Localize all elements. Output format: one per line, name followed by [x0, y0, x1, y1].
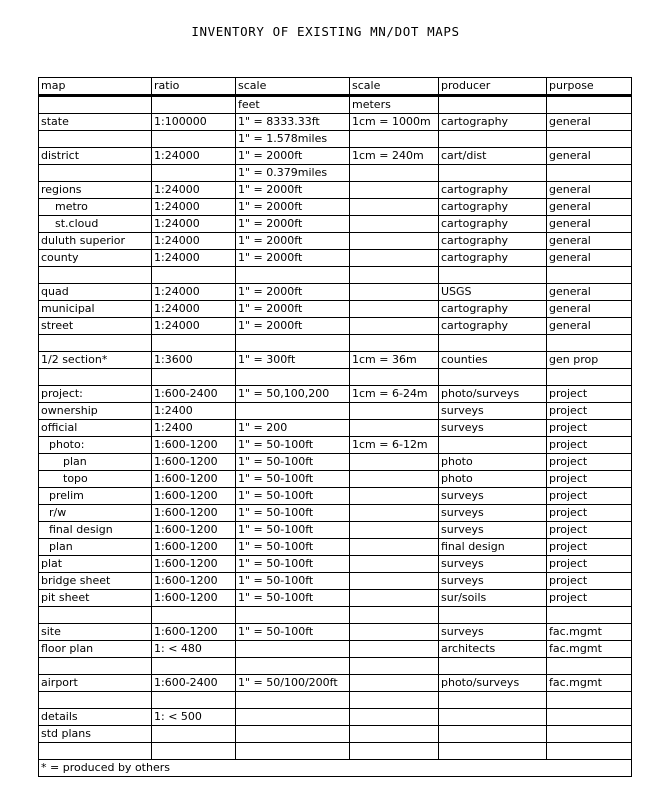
- cell-purpose: [547, 607, 632, 624]
- cell-producer: [439, 658, 547, 675]
- cell-producer: surveys: [439, 488, 547, 505]
- table-row: [39, 301, 632, 318]
- cell-ratio: 1:600-1200: [152, 624, 236, 641]
- table-row: [39, 182, 632, 199]
- cell-producer: surveys: [439, 420, 547, 437]
- cell-producer: [439, 692, 547, 709]
- cell-scale-meters: 1cm = 240m: [350, 148, 439, 165]
- table-row-blank: [39, 692, 632, 709]
- cell-scale-meters: [350, 454, 439, 471]
- cell-purpose: general: [547, 199, 632, 216]
- footnote-row: [39, 760, 632, 777]
- cell-scale-meters: [350, 199, 439, 216]
- table-row: [39, 590, 632, 607]
- column-header-ratio: ratio: [152, 78, 236, 96]
- cell-producer: cartography: [439, 233, 547, 250]
- cell-ratio: [152, 743, 236, 760]
- cell-scale-meters: [350, 471, 439, 488]
- cell-ratio: 1:600-2400: [152, 675, 236, 692]
- cell-map: quad: [39, 284, 152, 301]
- cell-purpose: fac.mgmt: [547, 675, 632, 692]
- cell-producer: cartography: [439, 199, 547, 216]
- cell-ratio: 1:24000: [152, 199, 236, 216]
- table-row: [39, 352, 632, 369]
- cell-purpose: project: [547, 454, 632, 471]
- cell-map: county: [39, 250, 152, 267]
- table-row: [39, 233, 632, 250]
- cell-map: final design: [39, 522, 152, 539]
- cell-scale-meters: [350, 250, 439, 267]
- table-row: [39, 726, 632, 743]
- cell-map: duluth superior: [39, 233, 152, 250]
- cell-scale-meters: [350, 420, 439, 437]
- cell-map: [39, 743, 152, 760]
- cell-purpose: project: [547, 556, 632, 573]
- table-row: [39, 624, 632, 641]
- cell-ratio: 1:24000: [152, 284, 236, 301]
- table-row-blank: [39, 267, 632, 284]
- cell-scale-feet: 1" = 2000ft: [236, 182, 350, 199]
- table-row: [39, 131, 632, 148]
- cell-scale-feet: [236, 709, 350, 726]
- table-row: [39, 505, 632, 522]
- cell-ratio: 1:24000: [152, 182, 236, 199]
- cell-map: street: [39, 318, 152, 335]
- cell-ratio: 1:600-1200: [152, 539, 236, 556]
- cell-scale-meters: [350, 284, 439, 301]
- cell-producer: surveys: [439, 505, 547, 522]
- cell-map: plan: [39, 539, 152, 556]
- table-row: [39, 165, 632, 182]
- cell-scale-meters: [350, 573, 439, 590]
- cell-producer: [439, 743, 547, 760]
- cell-scale-feet: 1" = 50-100ft: [236, 522, 350, 539]
- cell-map: r/w: [39, 505, 152, 522]
- table-row: [39, 539, 632, 556]
- cell-producer: final design: [439, 539, 547, 556]
- cell-ratio: [152, 165, 236, 182]
- cell-map: plan: [39, 454, 152, 471]
- cell-scale-feet: 1" = 50/100/200ft: [236, 675, 350, 692]
- cell-scale-meters: [350, 488, 439, 505]
- table-body: [39, 96, 632, 760]
- cell-scale-meters: [350, 709, 439, 726]
- cell-map: topo: [39, 471, 152, 488]
- table-row: [39, 675, 632, 692]
- table-row: [39, 403, 632, 420]
- cell-map: 1/2 section*: [39, 352, 152, 369]
- cell-scale-feet: feet: [236, 96, 350, 114]
- cell-map: floor plan: [39, 641, 152, 658]
- cell-ratio: 1:24000: [152, 250, 236, 267]
- cell-scale-feet: 1" = 2000ft: [236, 318, 350, 335]
- cell-ratio: 1:3600: [152, 352, 236, 369]
- cell-scale-feet: 1" = 2000ft: [236, 301, 350, 318]
- column-header-map: map: [39, 78, 152, 96]
- cell-ratio: [152, 267, 236, 284]
- cell-scale-feet: 1" = 50-100ft: [236, 573, 350, 590]
- cell-scale-meters: [350, 369, 439, 386]
- cell-producer: [439, 726, 547, 743]
- cell-scale-feet: 1" = 50-100ft: [236, 505, 350, 522]
- cell-scale-feet: 1" = 2000ft: [236, 199, 350, 216]
- cell-purpose: general: [547, 148, 632, 165]
- cell-purpose: gen prop: [547, 352, 632, 369]
- cell-producer: surveys: [439, 522, 547, 539]
- cell-ratio: [152, 131, 236, 148]
- cell-purpose: project: [547, 488, 632, 505]
- cell-map: [39, 131, 152, 148]
- cell-producer: USGS: [439, 284, 547, 301]
- cell-ratio: 1:600-2400: [152, 386, 236, 403]
- column-header-scale-meters: scale: [350, 78, 439, 96]
- cell-ratio: 1:24000: [152, 216, 236, 233]
- cell-scale-feet: 1" = 2000ft: [236, 148, 350, 165]
- cell-scale-feet: 1" = 50-100ft: [236, 556, 350, 573]
- cell-purpose: project: [547, 471, 632, 488]
- cell-map: std plans: [39, 726, 152, 743]
- cell-scale-feet: 1" = 50-100ft: [236, 590, 350, 607]
- cell-map: [39, 165, 152, 182]
- cell-map: airport: [39, 675, 152, 692]
- cell-scale-meters: [350, 233, 439, 250]
- cell-ratio: 1:24000: [152, 148, 236, 165]
- cell-purpose: [547, 743, 632, 760]
- cell-producer: [439, 165, 547, 182]
- cell-ratio: [152, 607, 236, 624]
- table-row: [39, 96, 632, 114]
- cell-purpose: project: [547, 539, 632, 556]
- cell-scale-feet: 1" = 1.578miles: [236, 131, 350, 148]
- cell-ratio: [152, 335, 236, 352]
- cell-purpose: general: [547, 233, 632, 250]
- table-row-blank: [39, 658, 632, 675]
- cell-map: [39, 267, 152, 284]
- cell-map: municipal: [39, 301, 152, 318]
- table-row: [39, 488, 632, 505]
- cell-scale-meters: [350, 318, 439, 335]
- cell-ratio: 1:600-1200: [152, 556, 236, 573]
- cell-producer: cartography: [439, 216, 547, 233]
- cell-producer: sur/soils: [439, 590, 547, 607]
- cell-ratio: 1:2400: [152, 403, 236, 420]
- cell-map: pit sheet: [39, 590, 152, 607]
- cell-purpose: project: [547, 505, 632, 522]
- cell-producer: photo/surveys: [439, 675, 547, 692]
- cell-scale-meters: [350, 556, 439, 573]
- cell-map: photo:: [39, 437, 152, 454]
- cell-scale-meters: [350, 267, 439, 284]
- cell-scale-meters: [350, 301, 439, 318]
- table-row-blank: [39, 369, 632, 386]
- footnote: * = produced by others: [39, 760, 632, 777]
- table-row-blank: [39, 607, 632, 624]
- cell-scale-feet: [236, 267, 350, 284]
- cell-ratio: [152, 658, 236, 675]
- cell-map: [39, 692, 152, 709]
- cell-scale-meters: [350, 131, 439, 148]
- cell-purpose: general: [547, 301, 632, 318]
- cell-purpose: fac.mgmt: [547, 641, 632, 658]
- table-row: [39, 250, 632, 267]
- cell-purpose: project: [547, 522, 632, 539]
- cell-purpose: [547, 658, 632, 675]
- cell-scale-feet: 1" = 200: [236, 420, 350, 437]
- cell-map: state: [39, 114, 152, 131]
- cell-map: [39, 96, 152, 114]
- cell-purpose: [547, 335, 632, 352]
- cell-scale-feet: [236, 658, 350, 675]
- cell-ratio: 1:600-1200: [152, 522, 236, 539]
- table-row: [39, 148, 632, 165]
- cell-purpose: [547, 131, 632, 148]
- cell-map: [39, 369, 152, 386]
- cell-purpose: project: [547, 403, 632, 420]
- cell-scale-meters: [350, 607, 439, 624]
- cell-ratio: [152, 96, 236, 114]
- cell-scale-feet: [236, 335, 350, 352]
- cell-scale-meters: 1cm = 36m: [350, 352, 439, 369]
- cell-scale-meters: [350, 658, 439, 675]
- cell-scale-feet: [236, 726, 350, 743]
- cell-scale-feet: [236, 403, 350, 420]
- cell-purpose: project: [547, 386, 632, 403]
- table-row: [39, 386, 632, 403]
- cell-ratio: [152, 369, 236, 386]
- cell-scale-meters: [350, 539, 439, 556]
- cell-ratio: 1:600-1200: [152, 437, 236, 454]
- cell-purpose: [547, 165, 632, 182]
- cell-scale-meters: meters: [350, 96, 439, 114]
- cell-producer: cart/dist: [439, 148, 547, 165]
- cell-ratio: 1:24000: [152, 233, 236, 250]
- cell-producer: [439, 437, 547, 454]
- cell-ratio: 1:2400: [152, 420, 236, 437]
- cell-ratio: [152, 726, 236, 743]
- cell-scale-feet: [236, 607, 350, 624]
- cell-purpose: [547, 709, 632, 726]
- cell-producer: [439, 607, 547, 624]
- cell-map: ownership: [39, 403, 152, 420]
- cell-scale-feet: 1" = 2000ft: [236, 250, 350, 267]
- cell-ratio: 1:24000: [152, 301, 236, 318]
- cell-scale-feet: [236, 369, 350, 386]
- table-row: [39, 556, 632, 573]
- cell-scale-meters: [350, 522, 439, 539]
- page-title: INVENTORY OF EXISTING MN/DOT MAPS: [191, 24, 460, 39]
- cell-map: details: [39, 709, 152, 726]
- cell-ratio: 1:600-1200: [152, 454, 236, 471]
- cell-scale-feet: 1" = 50-100ft: [236, 471, 350, 488]
- cell-purpose: general: [547, 250, 632, 267]
- cell-scale-feet: 1" = 300ft: [236, 352, 350, 369]
- cell-map: bridge sheet: [39, 573, 152, 590]
- cell-scale-feet: [236, 641, 350, 658]
- cell-purpose: project: [547, 437, 632, 454]
- cell-scale-meters: [350, 403, 439, 420]
- cell-purpose: general: [547, 216, 632, 233]
- cell-ratio: 1:600-1200: [152, 488, 236, 505]
- cell-scale-meters: 1cm = 6-12m: [350, 437, 439, 454]
- cell-map: [39, 607, 152, 624]
- cell-scale-feet: [236, 692, 350, 709]
- table-row: [39, 454, 632, 471]
- cell-producer: photo: [439, 471, 547, 488]
- cell-purpose: [547, 726, 632, 743]
- cell-producer: counties: [439, 352, 547, 369]
- cell-producer: architects: [439, 641, 547, 658]
- cell-ratio: 1: < 480: [152, 641, 236, 658]
- cell-scale-meters: [350, 182, 439, 199]
- cell-map: st.cloud: [39, 216, 152, 233]
- cell-purpose: project: [547, 573, 632, 590]
- cell-map: [39, 658, 152, 675]
- cell-purpose: [547, 267, 632, 284]
- cell-scale-meters: [350, 216, 439, 233]
- cell-producer: [439, 369, 547, 386]
- table-row: [39, 522, 632, 539]
- table-row: [39, 114, 632, 131]
- table-row: [39, 437, 632, 454]
- cell-scale-meters: [350, 505, 439, 522]
- cell-purpose: [547, 692, 632, 709]
- cell-purpose: project: [547, 420, 632, 437]
- cell-map: [39, 335, 152, 352]
- cell-producer: [439, 335, 547, 352]
- cell-purpose: [547, 369, 632, 386]
- cell-producer: cartography: [439, 318, 547, 335]
- table-row: [39, 709, 632, 726]
- header-row: [39, 78, 632, 96]
- cell-producer: [439, 96, 547, 114]
- cell-scale-meters: [350, 726, 439, 743]
- cell-scale-meters: 1cm = 6-24m: [350, 386, 439, 403]
- cell-purpose: [547, 96, 632, 114]
- cell-producer: cartography: [439, 301, 547, 318]
- cell-scale-meters: [350, 165, 439, 182]
- cell-ratio: 1:24000: [152, 318, 236, 335]
- cell-scale-feet: 1" = 50-100ft: [236, 437, 350, 454]
- cell-map: metro: [39, 199, 152, 216]
- cell-map: prelim: [39, 488, 152, 505]
- cell-ratio: [152, 692, 236, 709]
- cell-map: plat: [39, 556, 152, 573]
- table-row: [39, 420, 632, 437]
- cell-ratio: 1:600-1200: [152, 471, 236, 488]
- cell-scale-feet: 1" = 2000ft: [236, 233, 350, 250]
- cell-purpose: fac.mgmt: [547, 624, 632, 641]
- cell-producer: cartography: [439, 250, 547, 267]
- cell-map: regions: [39, 182, 152, 199]
- column-header-producer: producer: [439, 78, 547, 96]
- cell-ratio: 1:600-1200: [152, 505, 236, 522]
- cell-map: district: [39, 148, 152, 165]
- table-row: [39, 471, 632, 488]
- cell-purpose: general: [547, 318, 632, 335]
- cell-scale-feet: 1" = 50-100ft: [236, 488, 350, 505]
- cell-scale-feet: 1" = 8333.33ft: [236, 114, 350, 131]
- cell-scale-meters: [350, 743, 439, 760]
- inventory-table: [38, 77, 632, 777]
- cell-scale-feet: 1" = 50-100ft: [236, 539, 350, 556]
- cell-purpose: project: [547, 590, 632, 607]
- cell-producer: [439, 709, 547, 726]
- cell-scale-meters: [350, 335, 439, 352]
- cell-scale-meters: [350, 590, 439, 607]
- cell-producer: photo/surveys: [439, 386, 547, 403]
- table-row: [39, 318, 632, 335]
- cell-ratio: 1: < 500: [152, 709, 236, 726]
- cell-producer: cartography: [439, 182, 547, 199]
- table-row: [39, 573, 632, 590]
- table-row-blank: [39, 335, 632, 352]
- cell-ratio: 1:600-1200: [152, 590, 236, 607]
- cell-producer: surveys: [439, 556, 547, 573]
- cell-map: project:: [39, 386, 152, 403]
- cell-producer: [439, 267, 547, 284]
- cell-purpose: general: [547, 182, 632, 199]
- cell-producer: cartography: [439, 114, 547, 131]
- cell-producer: [439, 131, 547, 148]
- cell-scale-meters: 1cm = 1000m: [350, 114, 439, 131]
- cell-scale-feet: 1" = 2000ft: [236, 216, 350, 233]
- table-row: [39, 199, 632, 216]
- cell-producer: photo: [439, 454, 547, 471]
- column-header-scale-feet: scale: [236, 78, 350, 96]
- table-row: [39, 641, 632, 658]
- cell-scale-meters: [350, 624, 439, 641]
- cell-producer: surveys: [439, 403, 547, 420]
- table-row: [39, 216, 632, 233]
- cell-producer: surveys: [439, 573, 547, 590]
- cell-scale-feet: 1" = 0.379miles: [236, 165, 350, 182]
- cell-scale-feet: 1" = 50-100ft: [236, 454, 350, 471]
- cell-scale-meters: [350, 692, 439, 709]
- cell-producer: surveys: [439, 624, 547, 641]
- cell-scale-meters: [350, 641, 439, 658]
- table-row-blank: [39, 743, 632, 760]
- cell-purpose: general: [547, 114, 632, 131]
- cell-map: official: [39, 420, 152, 437]
- cell-scale-feet: [236, 743, 350, 760]
- cell-map: site: [39, 624, 152, 641]
- table-row: [39, 284, 632, 301]
- cell-ratio: 1:100000: [152, 114, 236, 131]
- cell-scale-meters: [350, 675, 439, 692]
- cell-scale-feet: 1" = 50-100ft: [236, 624, 350, 641]
- column-header-purpose: purpose: [547, 78, 632, 96]
- cell-purpose: general: [547, 284, 632, 301]
- cell-scale-feet: 1" = 2000ft: [236, 284, 350, 301]
- cell-scale-feet: 1" = 50,100,200: [236, 386, 350, 403]
- cell-ratio: 1:600-1200: [152, 573, 236, 590]
